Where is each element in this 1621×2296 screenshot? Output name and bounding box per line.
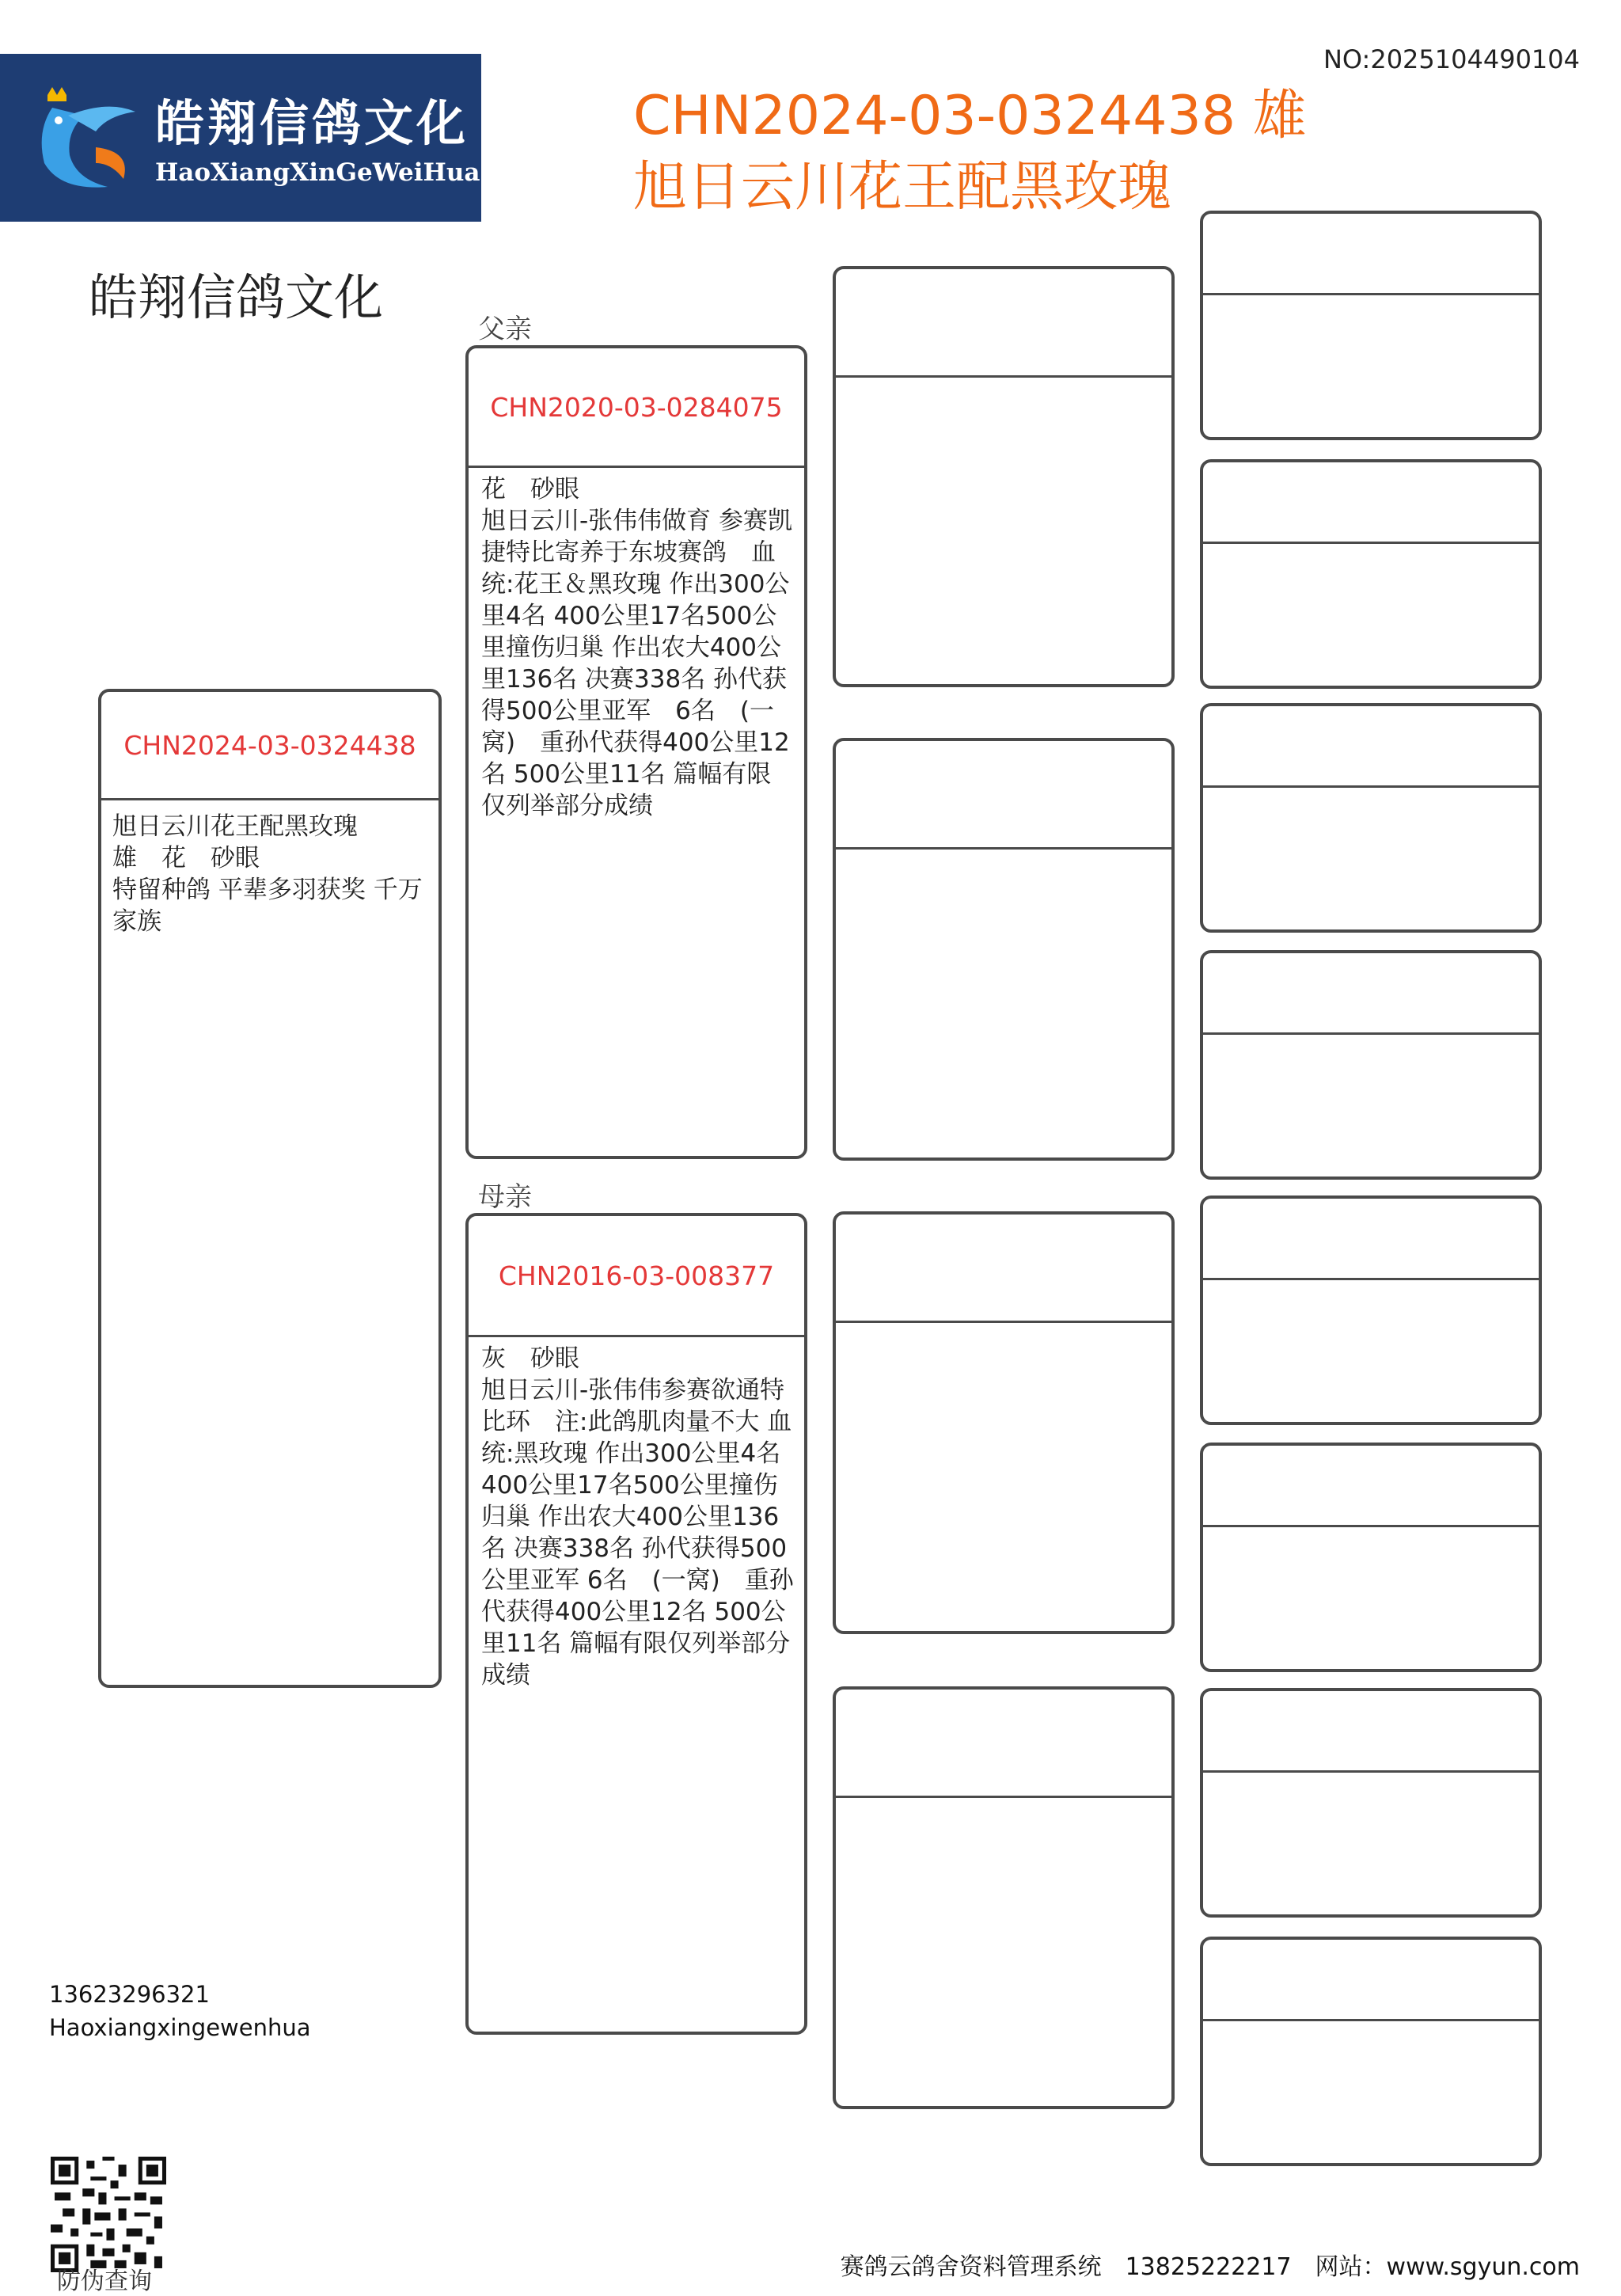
logo-text-en: HaoXiangXinGeWeiHua: [155, 158, 480, 187]
grandparent-card-head: [836, 741, 1171, 850]
mother-card: [465, 1213, 807, 2035]
subject-ring: CHN2024-03-0324438: [101, 692, 438, 800]
qr-code-icon: [51, 2157, 166, 2272]
grandparent-card-head: [836, 1690, 1171, 1798]
subject-description: 旭日云川花王配黑玫瑰 雄 花 砂眼 特留种鸽 平辈多羽获奖 千万家族: [112, 812, 423, 936]
father-label: 父亲: [478, 314, 532, 345]
contact-name: Haoxiangxingewenhua: [49, 2014, 311, 2041]
great-grandparent-card: [1200, 1196, 1542, 1425]
great-grandparent-card-head: [1203, 1446, 1539, 1527]
great-grandparent-card-head: [1203, 462, 1539, 544]
page-title: [633, 81, 1425, 223]
mother-description: 灰 砂眼 旭日云川-张伟伟参赛欲通特比环 注:此鸽肌肉量不大 血统:黑玫瑰 作出300公里4名 400公里17名500公里撞伤归巢 作出农大400公里136名 决赛338名 孙代获得500公里亚军 6名 (一窝) 重孙代获得400公里12名 500公里11名 篇幅有限仅列举部分成绩: [481, 1344, 794, 1690]
father-description: 花 砂眼 旭日云川-张伟伟做育 参赛凯捷特比寄养于东坡赛鸽 血统:花王＆黑玫瑰 作出300公里4名 400公里17名500公里撞伤归巢 作出农大400公里136名 决赛338名 孙代获得500公里亚军 6名 (一窝) 重孙代获得400公里12名 500公里11名 篇幅有限仅列举部分成绩: [481, 475, 793, 820]
grandparent-card: [833, 1211, 1175, 1634]
father-card: [465, 345, 807, 1159]
great-grandparent-card-head: [1203, 706, 1539, 788]
great-grandparent-card-head: [1203, 1691, 1539, 1773]
subject-card: [98, 689, 442, 1688]
grandparent-card-head: [836, 269, 1171, 378]
great-grandparent-card: [1200, 950, 1542, 1180]
father-ring: CHN2020-03-0284075: [469, 348, 804, 468]
great-grandparent-card: [1200, 1937, 1542, 2166]
great-grandparent-card-head: [1203, 1940, 1539, 2021]
mother-label: 母亲: [478, 1181, 532, 1213]
title-line-1: CHN2024-03-0324438 雄: [633, 85, 1307, 147]
great-grandparent-card: [1200, 703, 1542, 933]
document-number: NO:2025104490104: [1323, 44, 1580, 74]
grandparent-card-head: [836, 1215, 1171, 1323]
great-grandparent-card-head: [1203, 1199, 1539, 1280]
great-grandparent-card: [1200, 1688, 1542, 1918]
great-grandparent-card: [1200, 1443, 1542, 1672]
organization-name: 皓翔信鸽文化: [89, 268, 384, 326]
grandparent-card: [833, 738, 1175, 1161]
footer-system-info: 赛鸽云鸽舍资料管理系统 13825222217 网站：www.sgyun.com: [840, 2253, 1580, 2281]
title-line-2: 旭日云川花王配黑玫瑰: [633, 156, 1172, 219]
great-grandparent-card: [1200, 211, 1542, 440]
great-grandparent-card-head: [1203, 953, 1539, 1035]
great-grandparent-card: [1200, 459, 1542, 689]
contact-phone: 13623296321: [49, 1981, 210, 2008]
grandparent-card: [833, 266, 1175, 687]
pigeon-logo-icon: [21, 84, 139, 195]
logo-text-cn: 皓翔信鸽文化: [155, 94, 469, 152]
great-grandparent-card-head: [1203, 214, 1539, 295]
grandparent-card: [833, 1686, 1175, 2109]
qr-label: 防伪查询: [57, 2267, 152, 2295]
mother-ring: CHN2016-03-008377: [469, 1216, 804, 1337]
logo-banner: [0, 54, 481, 222]
